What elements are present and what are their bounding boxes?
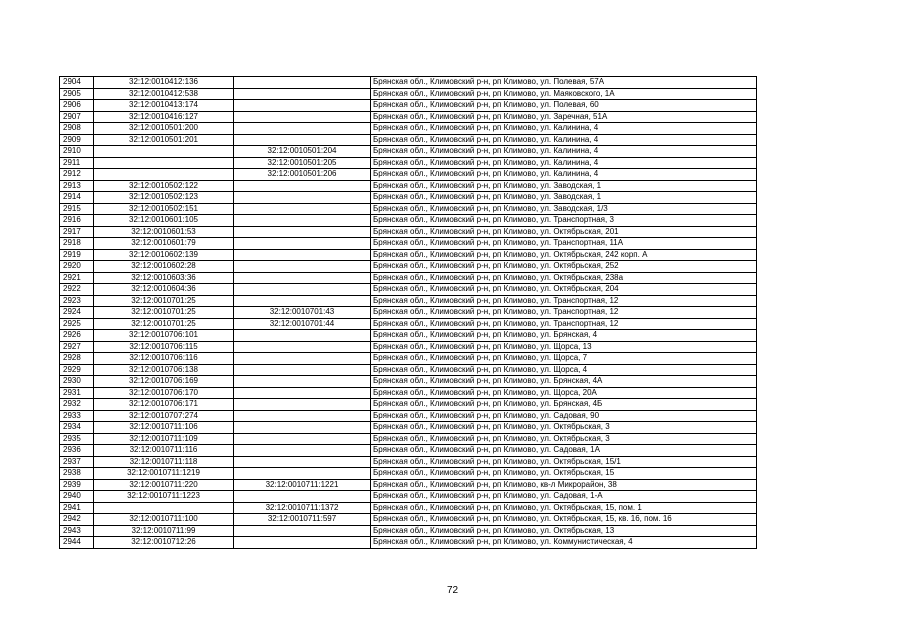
address-cell: Брянская обл., Климовский р-н, рп Климово, ул. Калинина, 4 [371, 169, 757, 181]
table-row [60, 318, 757, 330]
row-number-cell: 2938 [60, 468, 94, 480]
cadastral-number-cell: 32:12:0010701:25 [94, 307, 234, 319]
related-cadastral-number-cell [234, 456, 371, 468]
table-row [60, 192, 757, 204]
address-cell: Брянская обл., Климовский р-н, рп Климово, ул. Октябрьская, 201 [371, 226, 757, 238]
row-number-cell: 2912 [60, 169, 94, 181]
row-number-cell: 2925 [60, 318, 94, 330]
row-number-cell: 2939 [60, 479, 94, 491]
table-row [60, 502, 757, 514]
cadastral-number-cell [94, 157, 234, 169]
related-cadastral-number-cell [234, 111, 371, 123]
row-number-cell: 2907 [60, 111, 94, 123]
related-cadastral-number-cell: 32:12:0010711:597 [234, 514, 371, 526]
table-row [60, 88, 757, 100]
row-number-cell: 2906 [60, 100, 94, 112]
address-cell: Брянская обл., Климовский р-н, рп Климово, ул. Заводская, 1 [371, 180, 757, 192]
row-number-cell: 2916 [60, 215, 94, 227]
row-number-cell: 2931 [60, 387, 94, 399]
related-cadastral-number-cell [234, 410, 371, 422]
address-cell: Брянская обл., Климовский р-н, рп Климово, ул. Заводская, 1 [371, 192, 757, 204]
related-cadastral-number-cell [234, 215, 371, 227]
row-number-cell: 2905 [60, 88, 94, 100]
related-cadastral-number-cell [234, 123, 371, 135]
related-cadastral-number-cell [234, 422, 371, 434]
cadastral-number-cell: 32:12:0010711:109 [94, 433, 234, 445]
address-cell: Брянская обл., Климовский р-н, рп Климово, ул. Октябрьская, 15, кв. 16, пом. 16 [371, 514, 757, 526]
address-cell: Брянская обл., Климовский р-н, рп Климово, ул. Октябрьская, 13 [371, 525, 757, 537]
related-cadastral-number-cell [234, 88, 371, 100]
related-cadastral-number-cell: 32:12:0010501:204 [234, 146, 371, 158]
address-cell: Брянская обл., Климовский р-н, рп Климово, ул. Октябрьская, 15 [371, 468, 757, 480]
row-number-cell: 2924 [60, 307, 94, 319]
address-cell: Брянская обл., Климовский р-н, рп Климово, ул. Заводская, 1/3 [371, 203, 757, 215]
address-cell: Брянская обл., Климовский р-н, рп Климово, ул. Брянская, 4Б [371, 399, 757, 411]
address-cell: Брянская обл., Климовский р-н, рп Климово, ул. Октябрьская, 252 [371, 261, 757, 273]
address-cell: Брянская обл., Климовский р-н, рп Климово, ул. Садовая, 1-А [371, 491, 757, 503]
cadastral-number-cell: 32:12:0010502:123 [94, 192, 234, 204]
related-cadastral-number-cell [234, 226, 371, 238]
table-row [60, 157, 757, 169]
related-cadastral-number-cell [234, 525, 371, 537]
table-row [60, 226, 757, 238]
cadastral-number-cell: 32:12:0010711:106 [94, 422, 234, 434]
table-row [60, 353, 757, 365]
row-number-cell: 2944 [60, 537, 94, 549]
related-cadastral-number-cell [234, 238, 371, 250]
related-cadastral-number-cell [234, 376, 371, 388]
related-cadastral-number-cell [234, 203, 371, 215]
table-row [60, 123, 757, 135]
address-cell: Брянская обл., Климовский р-н, рп Климово, ул. Калинина, 4 [371, 146, 757, 158]
table-row [60, 180, 757, 192]
related-cadastral-number-cell [234, 284, 371, 296]
registry-table-body [60, 77, 757, 549]
cadastral-number-cell: 32:12:0010706:169 [94, 376, 234, 388]
related-cadastral-number-cell [234, 353, 371, 365]
row-number-cell: 2920 [60, 261, 94, 273]
related-cadastral-number-cell [234, 272, 371, 284]
cadastral-number-cell: 32:12:0010502:151 [94, 203, 234, 215]
table-row [60, 399, 757, 411]
address-cell: Брянская обл., Климовский р-н, рп Климово, ул. Садовая, 1А [371, 445, 757, 457]
related-cadastral-number-cell: 32:12:0010501:206 [234, 169, 371, 181]
related-cadastral-number-cell [234, 537, 371, 549]
related-cadastral-number-cell [234, 295, 371, 307]
address-cell: Брянская обл., Климовский р-н, рп Климово, ул. Полевая, 60 [371, 100, 757, 112]
table-row [60, 387, 757, 399]
related-cadastral-number-cell [234, 134, 371, 146]
row-number-cell: 2926 [60, 330, 94, 342]
related-cadastral-number-cell: 32:12:0010701:44 [234, 318, 371, 330]
row-number-cell: 2921 [60, 272, 94, 284]
address-cell: Брянская обл., Климовский р-н, рп Климово, ул. Октябрьская, 204 [371, 284, 757, 296]
cadastral-number-cell: 32:12:0010501:201 [94, 134, 234, 146]
related-cadastral-number-cell [234, 491, 371, 503]
cadastral-number-cell: 32:12:0010701:25 [94, 318, 234, 330]
cadastral-number-cell: 32:12:0010603:36 [94, 272, 234, 284]
address-cell: Брянская обл., Климовский р-н, рп Климово, ул. Брянская, 4 [371, 330, 757, 342]
table-row [60, 134, 757, 146]
table-row [60, 249, 757, 261]
row-number-cell: 2909 [60, 134, 94, 146]
row-number-cell: 2940 [60, 491, 94, 503]
table-row [60, 537, 757, 549]
cadastral-number-cell: 32:12:0010412:136 [94, 77, 234, 89]
table-row [60, 284, 757, 296]
cadastral-number-cell: 32:12:0010602:28 [94, 261, 234, 273]
related-cadastral-number-cell [234, 468, 371, 480]
address-cell: Брянская обл., Климовский р-н, рп Климово, ул. Октябрьская, 3 [371, 433, 757, 445]
address-cell: Брянская обл., Климовский р-н, рп Климово, ул. Транспортная, 11А [371, 238, 757, 250]
related-cadastral-number-cell [234, 100, 371, 112]
table-row [60, 422, 757, 434]
table-row [60, 272, 757, 284]
registry-table [59, 76, 757, 549]
cadastral-number-cell: 32:12:0010502:122 [94, 180, 234, 192]
related-cadastral-number-cell [234, 249, 371, 261]
table-row [60, 491, 757, 503]
address-cell: Брянская обл., Климовский р-н, рп Климово, ул. Садовая, 90 [371, 410, 757, 422]
row-number-cell: 2933 [60, 410, 94, 422]
row-number-cell: 2918 [60, 238, 94, 250]
related-cadastral-number-cell: 32:12:0010711:1372 [234, 502, 371, 514]
table-row [60, 77, 757, 89]
cadastral-number-cell: 32:12:0010412:538 [94, 88, 234, 100]
cadastral-number-cell: 32:12:0010706:115 [94, 341, 234, 353]
row-number-cell: 2929 [60, 364, 94, 376]
address-cell: Брянская обл., Климовский р-н, рп Климово, ул. Калинина, 4 [371, 123, 757, 135]
cadastral-number-cell: 32:12:0010706:101 [94, 330, 234, 342]
address-cell: Брянская обл., Климовский р-н, рп Климово, ул. Октябрьская, 242 корп. А [371, 249, 757, 261]
table-row [60, 111, 757, 123]
address-cell: Брянская обл., Климовский р-н, рп Климово, ул. Маяковского, 1А [371, 88, 757, 100]
row-number-cell: 2904 [60, 77, 94, 89]
cadastral-number-cell: 32:12:0010711:100 [94, 514, 234, 526]
table-row [60, 238, 757, 250]
row-number-cell: 2942 [60, 514, 94, 526]
page-number: 72 [446, 585, 459, 596]
table-row [60, 514, 757, 526]
row-number-cell: 2908 [60, 123, 94, 135]
cadastral-number-cell: 32:12:0010604:36 [94, 284, 234, 296]
address-cell: Брянская обл., Климовский р-н, рп Климово, ул. Октябрьская, 15/1 [371, 456, 757, 468]
row-number-cell: 2927 [60, 341, 94, 353]
cadastral-number-cell: 32:12:0010706:116 [94, 353, 234, 365]
table-row [60, 146, 757, 158]
related-cadastral-number-cell: 32:12:0010711:1221 [234, 479, 371, 491]
cadastral-number-cell: 32:12:0010501:200 [94, 123, 234, 135]
cadastral-number-cell: 32:12:0010711:1223 [94, 491, 234, 503]
cadastral-number-cell: 32:12:0010706:171 [94, 399, 234, 411]
cadastral-number-cell: 32:12:0010712:26 [94, 537, 234, 549]
table-row [60, 364, 757, 376]
cadastral-number-cell: 32:12:0010602:139 [94, 249, 234, 261]
table-row [60, 203, 757, 215]
related-cadastral-number-cell [234, 180, 371, 192]
table-row [60, 376, 757, 388]
table-row [60, 525, 757, 537]
table-row [60, 169, 757, 181]
address-cell: Брянская обл., Климовский р-н, рп Климово, ул. Щорса, 7 [371, 353, 757, 365]
cadastral-number-cell: 32:12:0010413:174 [94, 100, 234, 112]
row-number-cell: 2917 [60, 226, 94, 238]
address-cell: Брянская обл., Климовский р-н, рп Климово, ул. Коммунистическая, 4 [371, 537, 757, 549]
table-row [60, 261, 757, 273]
row-number-cell: 2935 [60, 433, 94, 445]
table-row [60, 445, 757, 457]
related-cadastral-number-cell [234, 77, 371, 89]
row-number-cell: 2915 [60, 203, 94, 215]
address-cell: Брянская обл., Климовский р-н, рп Климово, ул. Щорса, 4 [371, 364, 757, 376]
address-cell: Брянская обл., Климовский р-н, рп Климово, ул. Заречная, 51А [371, 111, 757, 123]
table-row [60, 341, 757, 353]
row-number-cell: 2919 [60, 249, 94, 261]
cadastral-number-cell: 32:12:0010707:274 [94, 410, 234, 422]
address-cell: Брянская обл., Климовский р-н, рп Климово, ул. Калинина, 4 [371, 157, 757, 169]
related-cadastral-number-cell [234, 387, 371, 399]
cadastral-number-cell: 32:12:0010711:220 [94, 479, 234, 491]
address-cell: Брянская обл., Климовский р-н, рп Климово, ул. Щорса, 20А [371, 387, 757, 399]
address-cell: Брянская обл., Климовский р-н, рп Климово, ул. Транспортная, 3 [371, 215, 757, 227]
cadastral-number-cell: 32:12:0010711:118 [94, 456, 234, 468]
row-number-cell: 2928 [60, 353, 94, 365]
table-row [60, 410, 757, 422]
address-cell: Брянская обл., Климовский р-н, рп Климово, ул. Транспортная, 12 [371, 295, 757, 307]
address-cell: Брянская обл., Климовский р-н, рп Климово, кв-л Микрорайон, 38 [371, 479, 757, 491]
address-cell: Брянская обл., Климовский р-н, рп Климово, ул. Транспортная, 12 [371, 318, 757, 330]
row-number-cell: 2913 [60, 180, 94, 192]
address-cell: Брянская обл., Климовский р-н, рп Климово, ул. Щорса, 13 [371, 341, 757, 353]
table-row [60, 433, 757, 445]
related-cadastral-number-cell [234, 399, 371, 411]
related-cadastral-number-cell [234, 433, 371, 445]
table-row [60, 468, 757, 480]
address-cell: Брянская обл., Климовский р-н, рп Климово, ул. Транспортная, 12 [371, 307, 757, 319]
cadastral-number-cell: 32:12:0010701:25 [94, 295, 234, 307]
related-cadastral-number-cell: 32:12:0010701:43 [234, 307, 371, 319]
cadastral-number-cell: 32:12:0010601:53 [94, 226, 234, 238]
cadastral-number-cell: 32:12:0010601:79 [94, 238, 234, 250]
cadastral-number-cell: 32:12:0010706:138 [94, 364, 234, 376]
cadastral-number-cell: 32:12:0010601:105 [94, 215, 234, 227]
table-row [60, 100, 757, 112]
row-number-cell: 2911 [60, 157, 94, 169]
row-number-cell: 2943 [60, 525, 94, 537]
related-cadastral-number-cell [234, 192, 371, 204]
address-cell: Брянская обл., Климовский р-н, рп Климово, ул. Октябрьская, 15, пом. 1 [371, 502, 757, 514]
address-cell: Брянская обл., Климовский р-н, рп Климово, ул. Октябрьская, 3 [371, 422, 757, 434]
cadastral-number-cell [94, 502, 234, 514]
row-number-cell: 2922 [60, 284, 94, 296]
address-cell: Брянская обл., Климовский р-н, рп Климово, ул. Брянская, 4А [371, 376, 757, 388]
cadastral-number-cell [94, 146, 234, 158]
cadastral-number-cell: 32:12:0010416:127 [94, 111, 234, 123]
table-row [60, 307, 757, 319]
table-row [60, 215, 757, 227]
cadastral-number-cell [94, 169, 234, 181]
table-row [60, 330, 757, 342]
row-number-cell: 2937 [60, 456, 94, 468]
cadastral-number-cell: 32:12:0010706:170 [94, 387, 234, 399]
row-number-cell: 2941 [60, 502, 94, 514]
row-number-cell: 2934 [60, 422, 94, 434]
table-row [60, 295, 757, 307]
related-cadastral-number-cell: 32:12:0010501:205 [234, 157, 371, 169]
address-cell: Брянская обл., Климовский р-н, рп Климово, ул. Полевая, 57А [371, 77, 757, 89]
row-number-cell: 2914 [60, 192, 94, 204]
cadastral-number-cell: 32:12:0010711:99 [94, 525, 234, 537]
related-cadastral-number-cell [234, 364, 371, 376]
table-row [60, 479, 757, 491]
related-cadastral-number-cell [234, 330, 371, 342]
row-number-cell: 2923 [60, 295, 94, 307]
related-cadastral-number-cell [234, 445, 371, 457]
table-row [60, 456, 757, 468]
related-cadastral-number-cell [234, 341, 371, 353]
cadastral-number-cell: 32:12:0010711:1219 [94, 468, 234, 480]
row-number-cell: 2910 [60, 146, 94, 158]
row-number-cell: 2936 [60, 445, 94, 457]
cadastral-number-cell: 32:12:0010711:116 [94, 445, 234, 457]
address-cell: Брянская обл., Климовский р-н, рп Климово, ул. Октябрьская, 238а [371, 272, 757, 284]
related-cadastral-number-cell [234, 261, 371, 273]
row-number-cell: 2932 [60, 399, 94, 411]
address-cell: Брянская обл., Климовский р-н, рп Климово, ул. Калинина, 4 [371, 134, 757, 146]
row-number-cell: 2930 [60, 376, 94, 388]
